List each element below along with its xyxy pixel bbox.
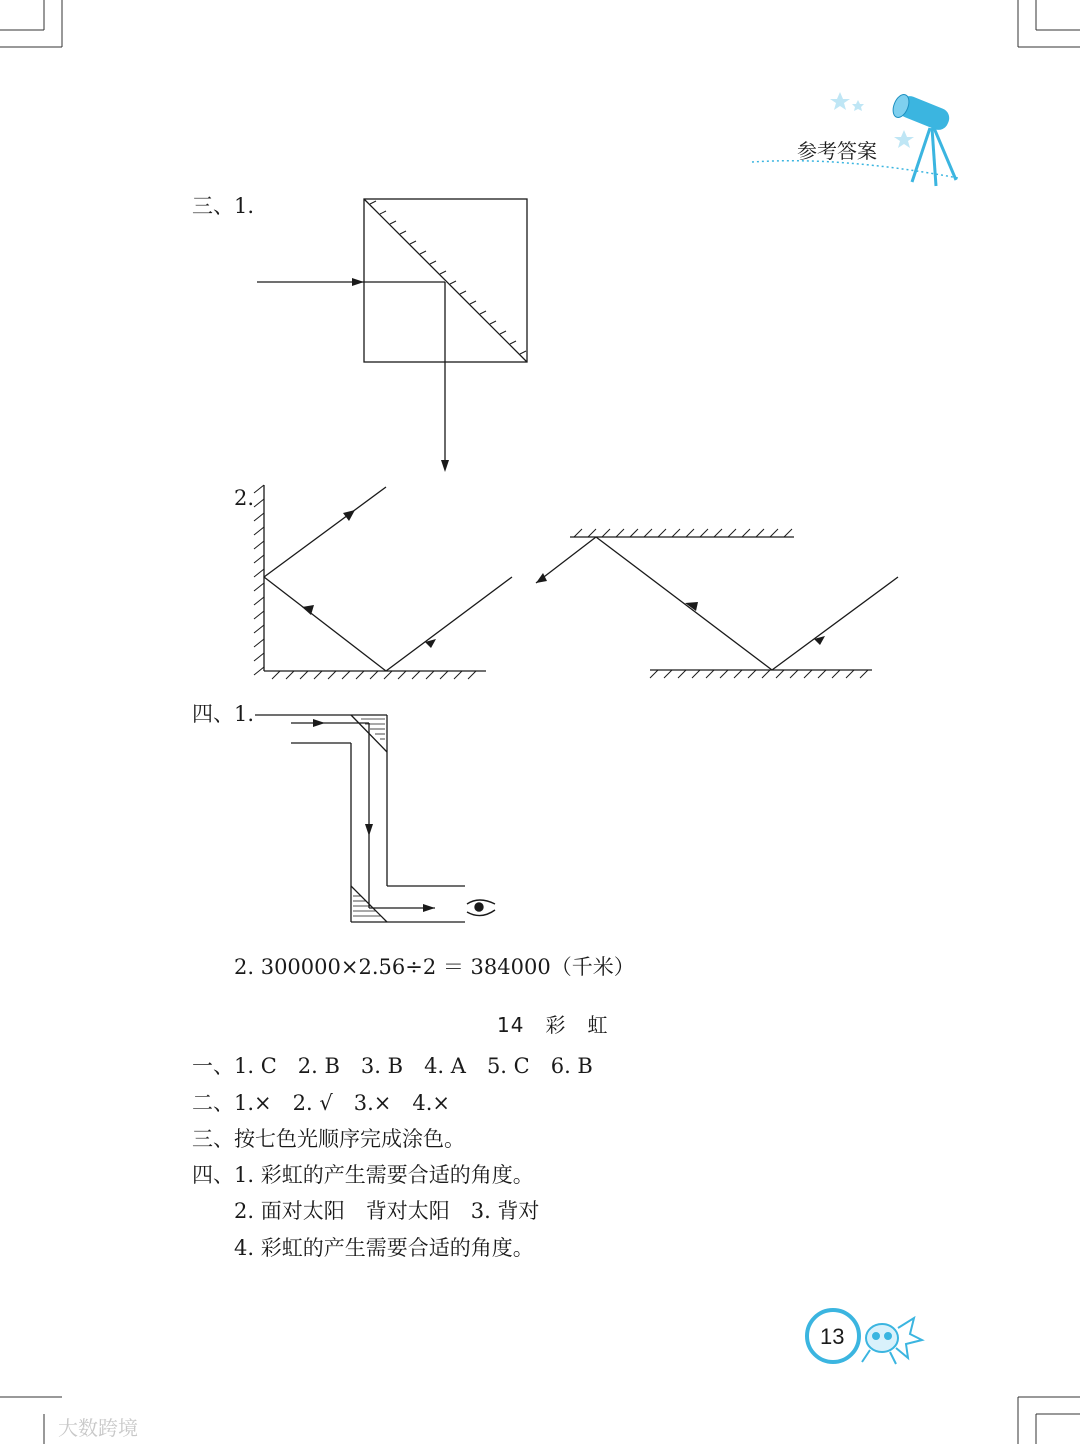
header-title: 参考答案 — [797, 139, 877, 163]
answer-line-1: 一、1. C 2. B 3. B 4. A 5. C 6. B — [192, 1054, 593, 1078]
lesson-title: 14 彩 虹 — [497, 1013, 609, 1037]
section4-q2-formula: 2. 300000×2.56÷2 ＝ 384000（千米） — [234, 955, 635, 979]
reflection-diagram-right — [530, 525, 910, 695]
reflection-diagram-left — [250, 485, 510, 685]
answer-line-6: 4. 彩虹的产生需要合适的角度。 — [234, 1236, 534, 1260]
answer-line-3: 三、按七色光顺序完成涂色。 — [192, 1127, 465, 1151]
section4-q1-label: 四、1. — [192, 702, 255, 726]
cartoon-icon — [862, 1318, 922, 1364]
section3-q1-label: 三、1. — [192, 194, 255, 218]
answer-line-2: 二、1.× 2. √ 3.× 4.× — [192, 1091, 450, 1115]
periscope-diagram — [255, 700, 515, 930]
section3-q2-label: 2. — [234, 486, 255, 510]
answer-line-4: 四、1. 彩虹的产生需要合适的角度。 — [192, 1163, 534, 1187]
watermark-text: 大数跨境 — [58, 1416, 138, 1440]
eye-icon — [467, 900, 495, 916]
prism-diagram — [250, 190, 550, 480]
answer-line-5: 2. 面对太阳 背对太阳 3. 背对 — [234, 1199, 540, 1223]
page-number: 13 — [820, 1324, 845, 1349]
